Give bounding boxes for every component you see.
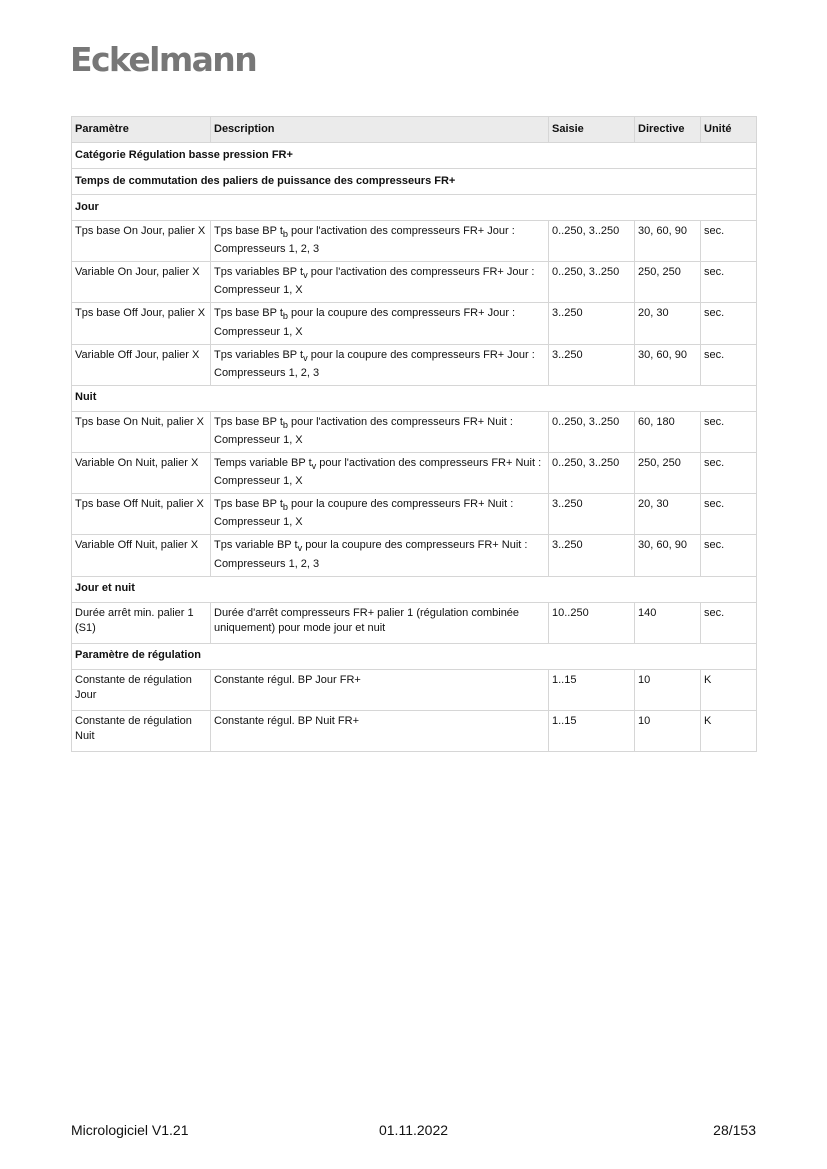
section-title: Paramètre de régulation (72, 643, 757, 669)
cell-directive: 250, 250 (635, 452, 701, 493)
cell-saisie: 1..15 (549, 669, 635, 710)
eckelmann-logo: Eckelmann (70, 40, 257, 79)
cell-parametre: Variable On Nuit, palier X (72, 452, 211, 493)
cell-directive: 10 (635, 710, 701, 751)
description-subscript: v (297, 543, 303, 554)
cell-description (211, 344, 549, 385)
cell-directive: 20, 30 (635, 494, 701, 535)
cell-saisie: 0..250, 3..250 (549, 262, 635, 303)
table-row (72, 535, 757, 576)
description-text: Tps base BP t (214, 225, 283, 237)
section-title: Jour et nuit (72, 576, 757, 602)
description-text: Tps variables BP t (214, 348, 304, 361)
description-text-continued: pour la coupure des compresseurs FR+ Nuit : Compresseurs 1, 2, 3 (214, 539, 528, 570)
parameter-table (71, 116, 757, 752)
cell-saisie: 1..15 (549, 710, 635, 751)
cell-parametre: Tps base On Nuit, palier X (72, 411, 211, 452)
column-header-parametre: Paramètre (72, 117, 211, 143)
description-text: Constante régul. BP Nuit FR+ (214, 714, 360, 727)
description-text-continued: pour l'activation des compresseurs FR+ Nuit : Compresseur 1, X (214, 415, 513, 446)
cell-unite: sec. (701, 411, 757, 452)
cell-unite: sec. (701, 344, 757, 385)
table-row (72, 452, 757, 493)
section-title: Catégorie Régulation basse pression FR+ (72, 143, 757, 169)
cell-parametre: Variable Off Nuit, palier X (72, 535, 211, 576)
description-subscript: v (303, 270, 308, 281)
description-text: Tps base BP t (214, 415, 283, 428)
section-row (72, 643, 757, 669)
table-row (72, 344, 757, 385)
column-header-directive: Directive (635, 117, 701, 143)
section-row (72, 169, 757, 195)
description-text-continued: pour la coupure des compresseurs FR+ Jour : Compresseur 1, X (214, 307, 516, 338)
table-row (72, 262, 757, 303)
cell-parametre: Tps base Off Nuit, palier X (72, 494, 211, 535)
cell-saisie: 3..250 (549, 303, 635, 344)
description-text: Constante régul. BP Jour FR+ (214, 673, 361, 686)
cell-directive: 60, 180 (635, 411, 701, 452)
cell-directive: 10 (635, 669, 701, 710)
description-subscript: b (282, 229, 288, 240)
table-row (72, 303, 757, 344)
description-text: Tps variables BP t (214, 266, 304, 279)
description-text-continued: pour l'activation des compresseurs FR+ Jour : Compresseurs 1, 2, 3 (214, 225, 515, 256)
column-header-saisie: Saisie (549, 117, 635, 143)
cell-saisie: 3..250 (549, 494, 635, 535)
description-subscript: v (311, 461, 317, 472)
cell-description (211, 303, 549, 344)
table-row (72, 494, 757, 535)
cell-saisie: 3..250 (549, 344, 635, 385)
section-row (72, 143, 757, 169)
table-row (72, 602, 757, 643)
description-text-continued: pour l'activation des compresseurs FR+ Nuit : Compresseur 1, X (214, 456, 542, 488)
cell-saisie: 3..250 (549, 535, 635, 576)
table-row (72, 710, 757, 751)
cell-unite: sec. (701, 303, 757, 344)
section-row (72, 576, 757, 602)
table-body (72, 143, 757, 752)
cell-parametre: Constante de régulation Nuit (72, 710, 211, 751)
cell-parametre: Durée arrêt min. palier 1 (S1) (72, 602, 211, 643)
table-row (72, 669, 757, 710)
cell-parametre: Tps base Off Jour, palier X (72, 303, 211, 344)
cell-saisie: 0..250, 3..250 (549, 411, 635, 452)
section-row (72, 195, 757, 221)
description-subscript: b (282, 311, 288, 322)
description-text: Tps base BP t (214, 307, 283, 320)
section-title: Nuit (72, 385, 757, 411)
column-header-unite: Unité (701, 117, 757, 143)
cell-directive: 30, 60, 90 (635, 221, 701, 262)
footer-firmware-version: Micrologiciel V1.21 (71, 1122, 189, 1138)
cell-saisie: 0..250, 3..250 (549, 452, 635, 493)
cell-unite: sec. (701, 452, 757, 493)
footer-date: 01.11.2022 (378, 1122, 449, 1138)
cell-saisie: 10..250 (549, 602, 635, 643)
description-text: Temps variable BP t (214, 456, 312, 469)
cell-description (211, 602, 549, 643)
cell-unite: sec. (701, 221, 757, 262)
cell-description (211, 221, 549, 262)
cell-description (211, 669, 549, 710)
table-header-row (72, 117, 757, 143)
cell-directive: 20, 30 (635, 303, 701, 344)
cell-parametre: Constante de régulation Jour (72, 669, 211, 710)
description-subscript: b (282, 502, 288, 513)
cell-directive: 250, 250 (635, 262, 701, 303)
description-text-continued: pour l'activation des compresseurs FR+ Jour : Compresseur 1, X (214, 266, 535, 297)
cell-description (211, 535, 549, 576)
section-row (72, 385, 757, 411)
description-text: Tps variable BP t (214, 539, 298, 552)
table-row (72, 221, 757, 262)
cell-parametre: Tps base On Jour, palier X (72, 221, 211, 262)
cell-description (211, 452, 549, 493)
cell-description (211, 494, 549, 535)
description-subscript: v (303, 352, 308, 363)
cell-saisie: 0..250, 3..250 (549, 221, 635, 262)
cell-directive: 140 (635, 602, 701, 643)
cell-description (211, 262, 549, 303)
cell-unite: sec. (701, 262, 757, 303)
cell-parametre: Variable On Jour, palier X (72, 262, 211, 303)
column-header-description: Description (211, 117, 549, 143)
cell-directive: 30, 60, 90 (635, 344, 701, 385)
cell-description (211, 411, 549, 452)
description-subscript: b (282, 419, 288, 430)
cell-unite: sec. (701, 535, 757, 576)
cell-directive: 30, 60, 90 (635, 535, 701, 576)
cell-unite: K (701, 669, 757, 710)
table-row (72, 411, 757, 452)
section-title: Jour (72, 195, 757, 221)
cell-unite: K (701, 710, 757, 751)
description-text: Tps base BP t (214, 498, 283, 511)
cell-unite: sec. (701, 602, 757, 643)
description-text-continued: pour la coupure des compresseurs FR+ Nuit : Compresseur 1, X (214, 498, 514, 529)
description-text: Durée d'arrêt compresseurs FR+ palier 1 (régulation combinée uniquement) pour mode jour et nuit (214, 606, 520, 634)
footer-page-number: 28/153 (713, 1122, 756, 1138)
section-title: Temps de commutation des paliers de puissance des compresseurs FR+ (72, 169, 757, 195)
cell-parametre: Variable Off Jour, palier X (72, 344, 211, 385)
cell-description (211, 710, 549, 751)
description-text-continued: pour la coupure des compresseurs FR+ Jour : Compresseurs 1, 2, 3 (214, 348, 535, 379)
cell-unite: sec. (701, 494, 757, 535)
